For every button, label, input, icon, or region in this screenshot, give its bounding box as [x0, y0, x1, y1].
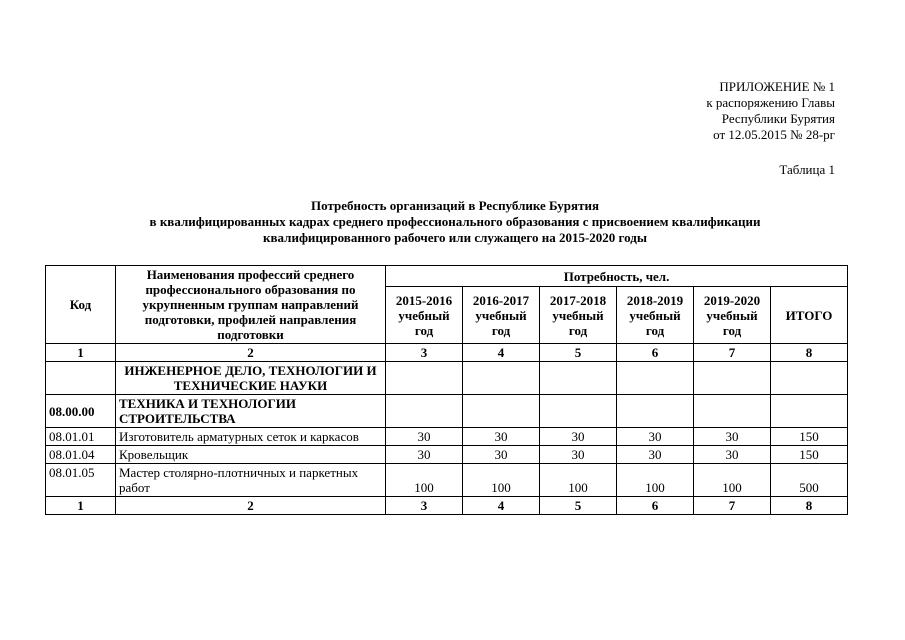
header-year: 2015-2016 учебный год	[386, 287, 463, 344]
column-number: 5	[540, 497, 617, 515]
row-total: 150	[771, 446, 848, 464]
row-value: 100	[463, 464, 540, 497]
column-number: 2	[116, 344, 386, 362]
appendix-block	[706, 79, 835, 143]
header-year: 2017-2018 учебный год	[540, 287, 617, 344]
column-number: 7	[694, 497, 771, 515]
row-code: 08.01.04	[46, 446, 116, 464]
document-title	[45, 198, 865, 246]
row-value	[694, 362, 771, 395]
row-code	[46, 362, 116, 395]
column-number: 6	[617, 497, 694, 515]
column-number: 3	[386, 497, 463, 515]
appendix-title: ПРИЛОЖЕНИЕ № 1	[719, 79, 835, 94]
header-code: Код	[46, 266, 116, 344]
row-code: 08.01.05	[46, 464, 116, 497]
row-value: 30	[463, 446, 540, 464]
row-total: 500	[771, 464, 848, 497]
row-value	[540, 395, 617, 428]
row-value	[386, 395, 463, 428]
column-number: 8	[771, 497, 848, 515]
table-row	[46, 446, 848, 464]
column-number-row	[46, 497, 848, 515]
column-number: 4	[463, 497, 540, 515]
appendix-date: от 12.05.2015 № 28-рг	[713, 127, 835, 142]
row-total	[771, 362, 848, 395]
title-line: в квалифицированных кадрах среднего профессионального образования с присвоением квалификации	[149, 214, 761, 229]
appendix-line: к распоряжению Главы	[706, 95, 835, 110]
row-value: 30	[386, 428, 463, 446]
header-total: ИТОГО	[771, 287, 848, 344]
row-value	[617, 362, 694, 395]
table-row	[46, 362, 848, 395]
row-value: 30	[617, 446, 694, 464]
row-value	[463, 362, 540, 395]
header-year: 2019-2020 учебный год	[694, 287, 771, 344]
row-value: 30	[540, 446, 617, 464]
row-value: 100	[386, 464, 463, 497]
column-number: 8	[771, 344, 848, 362]
row-name: Изготовитель арматурных сеток и каркасов	[116, 428, 386, 446]
column-number: 7	[694, 344, 771, 362]
column-number: 2	[116, 497, 386, 515]
header-need: Потребность, чел.	[386, 266, 848, 287]
row-value: 100	[617, 464, 694, 497]
column-number: 1	[46, 497, 116, 515]
row-value	[540, 362, 617, 395]
title-line: Потребность организаций в Республике Бурятия	[311, 198, 599, 213]
row-value	[694, 395, 771, 428]
column-number: 1	[46, 344, 116, 362]
row-code: 08.01.01	[46, 428, 116, 446]
row-value: 30	[386, 446, 463, 464]
column-number-row	[46, 344, 848, 362]
row-value: 30	[617, 428, 694, 446]
row-value	[386, 362, 463, 395]
column-number: 5	[540, 344, 617, 362]
title-line: квалифицированного рабочего или служащего на 2015-2020 годы	[263, 230, 647, 245]
column-number: 4	[463, 344, 540, 362]
column-number: 6	[617, 344, 694, 362]
column-number: 3	[386, 344, 463, 362]
row-name: ИНЖЕНЕРНОЕ ДЕЛО, ТЕХНОЛОГИИ И ТЕХНИЧЕСКИЕ НАУКИ	[116, 362, 386, 395]
row-value: 100	[540, 464, 617, 497]
header-year: 2018-2019 учебный год	[617, 287, 694, 344]
row-name: ТЕХНИКА И ТЕХНОЛОГИИ СТРОИТЕЛЬСТВА	[116, 395, 386, 428]
demand-table	[45, 265, 848, 515]
row-total: 150	[771, 428, 848, 446]
header-name: Наименования профессий среднего профессионального образования по укрупненным группам направлений подготовки, профилей направления подготовки	[116, 266, 386, 344]
header-year: 2016-2017 учебный год	[463, 287, 540, 344]
row-code: 08.00.00	[46, 395, 116, 428]
table-label: Таблица 1	[779, 162, 835, 177]
row-value: 30	[540, 428, 617, 446]
row-name: Кровельщик	[116, 446, 386, 464]
row-value: 30	[694, 446, 771, 464]
row-total	[771, 395, 848, 428]
row-value: 100	[694, 464, 771, 497]
row-value: 30	[463, 428, 540, 446]
appendix-line: Республики Бурятия	[721, 111, 835, 126]
row-name: Мастер столярно-плотничных и паркетных работ	[116, 464, 386, 497]
table-row	[46, 395, 848, 428]
table-row	[46, 464, 848, 497]
row-value	[463, 395, 540, 428]
row-value: 30	[694, 428, 771, 446]
row-value	[617, 395, 694, 428]
table-row	[46, 428, 848, 446]
